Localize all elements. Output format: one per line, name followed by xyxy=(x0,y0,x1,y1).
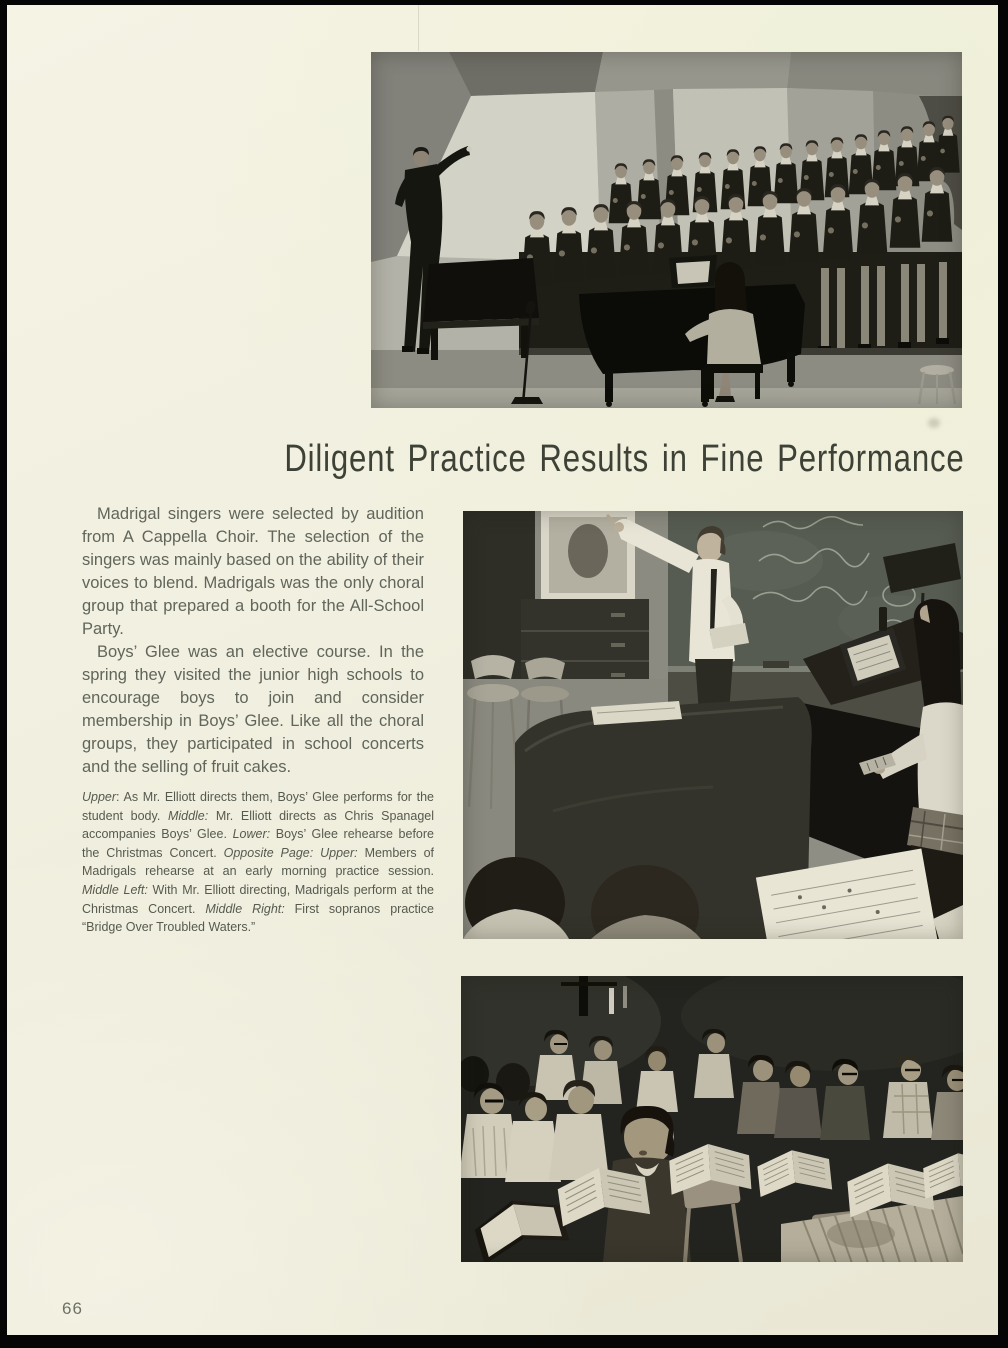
music-stand-with-sheet xyxy=(669,255,717,288)
caption-segment: Members of Madrigals rehearse at an early morning practice session. xyxy=(82,845,434,879)
caption-segment: Middle Right: xyxy=(205,901,285,916)
article-text xyxy=(82,503,424,779)
caption-segment: First sopranos practice “Bridge Over Troubled Waters.” xyxy=(82,901,434,935)
stage-performance-illustration xyxy=(371,52,962,408)
classroom-illustration xyxy=(463,511,963,939)
caption-segment: Middle Left: xyxy=(82,882,148,897)
elliott-directing-classroom-photo xyxy=(463,511,963,939)
boys-glee-stage-performance-photo xyxy=(371,52,962,408)
boys-glee-rehearsal-photo xyxy=(461,976,963,1262)
caption-segment: Boys’ Glee rehearse before the Christmas Concert. xyxy=(82,827,434,860)
yearbook-page xyxy=(7,5,998,1335)
caption-segment: Opposite Page: Upper: xyxy=(223,845,358,860)
scan-crease xyxy=(418,5,419,51)
photo-captions xyxy=(82,788,434,937)
caption-segment: Middle: xyxy=(167,808,209,823)
caption-segment: Lower: xyxy=(232,827,271,842)
caption-segment: Upper xyxy=(82,790,117,804)
article-paragraph: Madrigal singers were selected by audition from A Cappella Choir. The selection of the singers was mainly based on the ability of their voices to blend. Madrigals was the only choral group that prepared a booth for the All-School Party. xyxy=(82,505,424,638)
scan-smudge xyxy=(928,418,940,428)
caption-segment: Mr. Elliott directs as Chris Spanagel accompanies Boys’ Glee. xyxy=(82,808,434,842)
page-headline: Diligent Practice Results in Fine Performance xyxy=(284,438,965,480)
article-paragraph: Boys’ Glee was an elective course. In the spring they visited the junior high schools to encourage boys to join and consider membership in Boys’ Glee. Like all the choral groups, they participated in school concerts and the selling of fruit cakes. xyxy=(82,643,424,776)
caption-segment: With Mr. Elliott directing, Madrigals perform at the Christmas Concert. xyxy=(82,882,434,916)
rehearsal-illustration xyxy=(461,976,963,1262)
page-number: 66 xyxy=(62,1299,83,1318)
caption-segment: : As Mr. Elliott directs them, Boys’ Glee performs for the student body. xyxy=(82,790,434,823)
